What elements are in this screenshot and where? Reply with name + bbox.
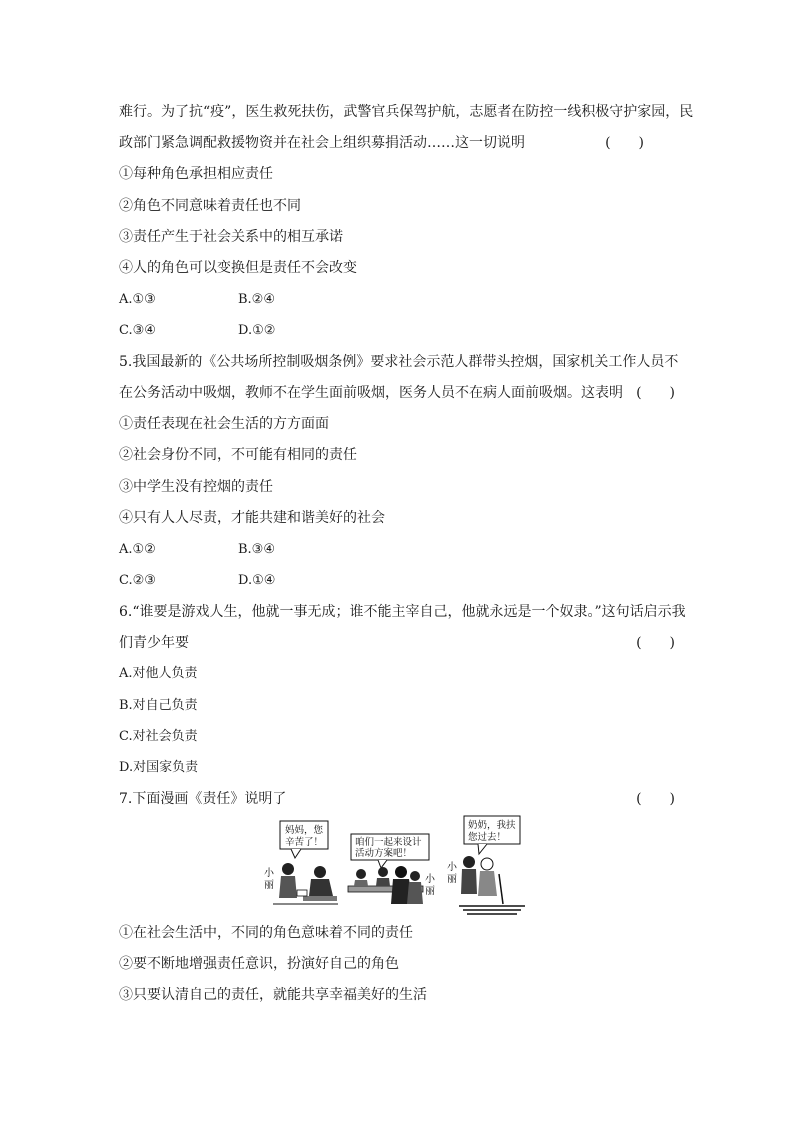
q6-option-a: A.对他人负责 — [119, 666, 198, 681]
bubble-3-line2: 您过去！ — [468, 832, 507, 843]
q4-statement: ③责任产生于社会关系中的相互承诺 — [119, 229, 343, 245]
responsibility-cartoon — [263, 814, 533, 918]
student-3-head-icon — [395, 866, 407, 878]
student-1-body-icon — [354, 880, 368, 886]
q4-option-b: B.②④ — [238, 292, 275, 307]
q4-option-d: D.①② — [238, 323, 276, 338]
q5-statement: ①责任表现在社会生活的方方面面 — [119, 416, 329, 432]
student-1-head-icon — [356, 869, 366, 879]
q5-option-d: D.①④ — [238, 573, 276, 588]
crosswalk-icon — [459, 906, 525, 914]
q4-statement: ①每种角色承担相应责任 — [119, 166, 273, 182]
bubble-2-line1: 咱们一起来设计 — [355, 837, 422, 848]
q6-option-b: B.对自己负责 — [119, 698, 198, 713]
q5-statement: ③中学生没有控烟的责任 — [119, 479, 273, 495]
q7-answer-paren: ( ) — [636, 791, 675, 807]
q5-statement: ②社会身份不同，不可能有相同的责任 — [119, 447, 357, 463]
girl-head-icon — [463, 856, 475, 868]
q6-option-d: D.对国家负责 — [119, 760, 199, 775]
q4-statement: ④人的角色可以变换但是责任不会改变 — [119, 260, 357, 276]
student-2-head-icon — [378, 867, 388, 877]
q6-stem-text: 们青少年要 — [119, 635, 189, 651]
q5-option-a: A.①② — [119, 542, 156, 557]
speech-bubble-1-tail — [291, 849, 301, 858]
bubble-2-line2: 活动方案吧！ — [355, 848, 413, 859]
q5-answer-paren: ( ) — [636, 385, 675, 401]
speech-bubble-2-tail — [378, 860, 387, 868]
mother-body-icon — [309, 879, 333, 896]
q4-option-a: A.①③ — [119, 292, 156, 307]
grandma-body-icon — [478, 871, 497, 896]
student-4-body-icon — [407, 882, 423, 904]
q5-statement: ④只有人人尽责，才能共建和谐美好的社会 — [119, 510, 385, 526]
q4-stem-line1: 难行。为了抗“疫”，医生救死扶伤，武警官兵保驾护航，志愿者在防控一线积极守护家园，民 — [119, 104, 694, 120]
mother-head-icon — [314, 866, 326, 878]
bubble-3-line1: 奶奶，我扶 — [468, 820, 516, 831]
chair-icon — [303, 896, 337, 901]
cartoon-panel-3 — [447, 816, 525, 914]
xiaoli-label-3: 小丽 — [447, 862, 457, 885]
q7-stem-text: 7.下面漫画《责任》说明了 — [119, 791, 287, 807]
girl-head-icon — [282, 863, 294, 875]
q5-stem-line2 — [119, 384, 675, 402]
girl-body-icon — [279, 876, 297, 898]
xiaoli-label-2: 小丽 — [425, 874, 435, 897]
q4-option-c: C.③④ — [119, 323, 156, 338]
q4-answer-paren: ( ) — [605, 135, 644, 151]
q6-stem-line2 — [119, 634, 675, 652]
q5-option-b: B.③④ — [238, 542, 275, 557]
cane-icon — [499, 874, 503, 904]
bubble-1-line2: 辛苦了！ — [285, 837, 324, 848]
xiaoli-label-1: 小丽 — [264, 868, 274, 891]
q5-stem-text: 在公务活动中吸烟，教师不在学生面前吸烟，医务人员不在病人面前吸烟。这表明 — [119, 385, 623, 401]
q5-stem-line1: 5.我国最新的《公共场所控制吸烟条例》要求社会示范人群带头控烟，国家机关工作人员不 — [119, 354, 679, 370]
q7-stem-line1 — [119, 790, 675, 808]
q7-statement: ③只要认清自己的责任，就能共享幸福美好的生活 — [119, 987, 427, 1003]
girl-body-icon — [461, 869, 477, 894]
cup-icon — [297, 890, 307, 896]
q4-stem-line2 — [119, 134, 675, 152]
q5-option-c: C.②③ — [119, 573, 156, 588]
student-4-head-icon — [410, 871, 420, 881]
student-2-body-icon — [376, 878, 390, 886]
bubble-1-line1: 妈妈，您 — [285, 825, 324, 836]
cartoon-panel-1 — [264, 821, 338, 904]
grandma-head-icon — [481, 858, 493, 870]
speech-bubble-3-tail — [478, 844, 487, 854]
q4-stem-text: 政部门紧急调配救援物资并在社会上组织募捐活动……这一切说明 — [119, 135, 525, 151]
q6-stem-line1: 6.“谁要是游戏人生，他就一事无成；谁不能主宰自己，他就永远是一个奴隶。”这句话启示我 — [119, 604, 686, 620]
cartoon-panel-2 — [348, 834, 436, 904]
q7-statement: ②要不断地增强责任意识，扮演好自己的角色 — [119, 956, 399, 972]
q6-answer-paren: ( ) — [636, 635, 675, 651]
q7-statement: ①在社会生活中，不同的角色意味着不同的责任 — [119, 925, 413, 941]
q6-option-c: C.对社会负责 — [119, 729, 198, 744]
q4-statement: ②角色不同意味着责任也不同 — [119, 198, 301, 214]
